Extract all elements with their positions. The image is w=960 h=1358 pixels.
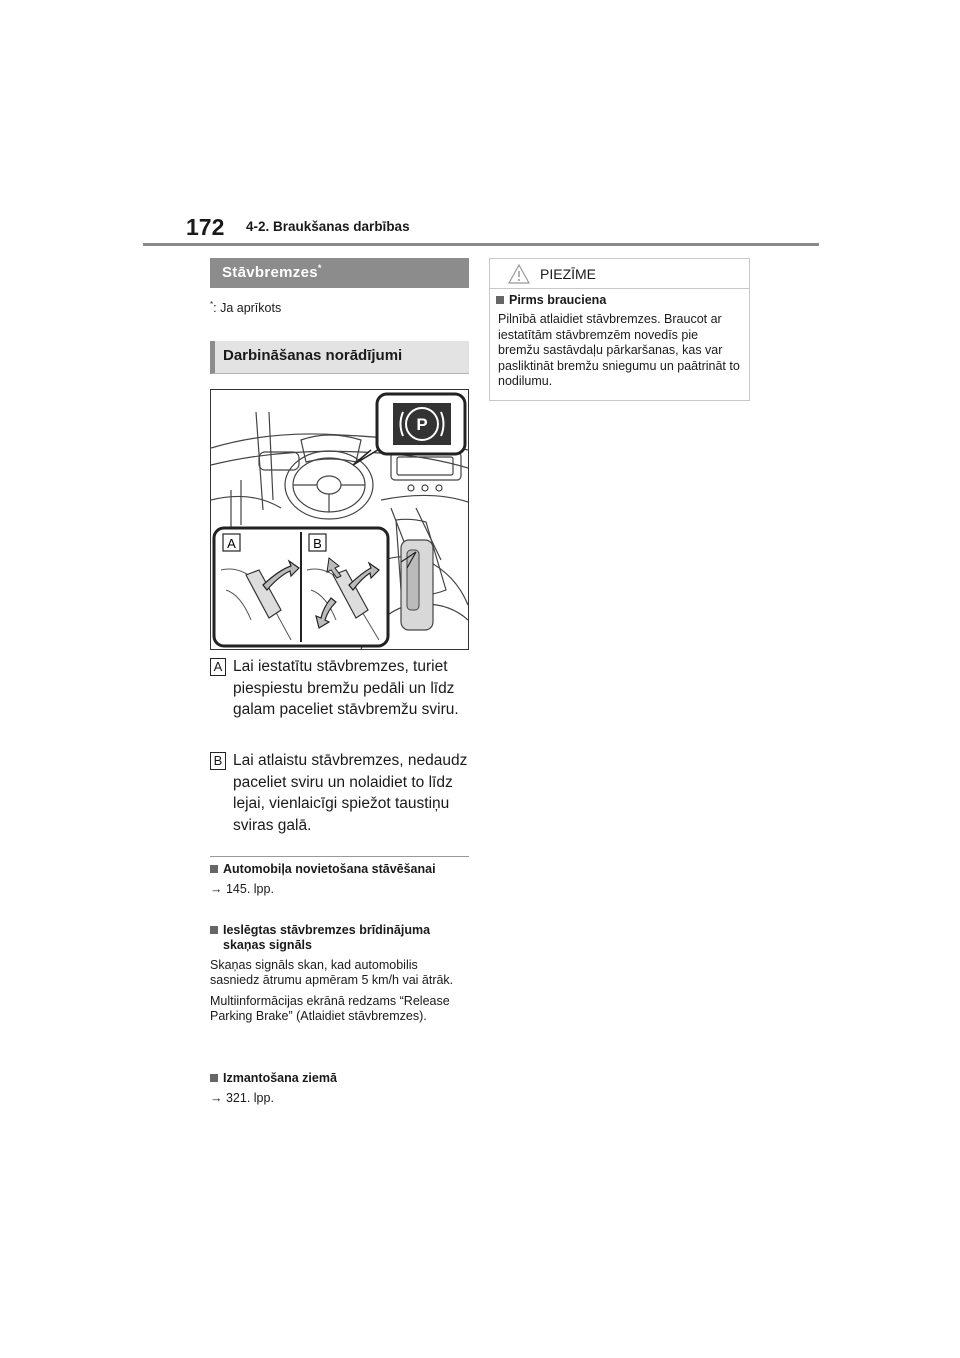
- section-marker: *: [317, 263, 322, 273]
- header-rule: [143, 243, 819, 246]
- bullet-square-icon: [210, 926, 218, 934]
- notice-heading: Pirms brauciena: [509, 293, 607, 307]
- info-parking-heading: Automobiļa novietošana stāvēšanai: [223, 862, 436, 876]
- info-parking-text: → 145. lpp.: [210, 882, 274, 896]
- notice-header: [490, 259, 749, 289]
- lever-closeup: [401, 540, 433, 630]
- bullet-square-icon: [210, 865, 218, 873]
- warning-triangle-icon: [508, 264, 530, 284]
- panel-label-a: A: [227, 536, 236, 551]
- footnote-text: : Ja aprīkots: [213, 301, 282, 316]
- panel-label-b: B: [313, 536, 322, 551]
- bullet-square-icon: [210, 1074, 218, 1082]
- page-number: 172: [186, 214, 225, 240]
- info-winter: [210, 1071, 470, 1106]
- footnote-marker: *: [210, 300, 214, 309]
- step-b-text: Lai atlaistu stāvbremzes, nedaudz paceliet sviru un nolaidiet to līdz lejai, vienlaicīgi spiežot taustiņu sviras galā.: [233, 752, 468, 834]
- subsection-title: Darbināšanas norādījumi: [210, 341, 469, 374]
- info-buzzer-text-1: Skaņas signāls skan, kad automobilis sasniedz ātrumu apmēram 5 km/h vai ātrāk.: [210, 958, 454, 987]
- step-b: [210, 750, 470, 836]
- step-b-letter: B: [210, 752, 226, 770]
- parking-brake-illustration: [210, 389, 469, 650]
- step-a-letter: A: [210, 658, 226, 676]
- section-title: Stāvbremzes: [222, 264, 318, 281]
- switch-callout: [377, 394, 465, 454]
- notice-text: Pilnībā atlaidiet stāvbremzes. Braucot ar iestatītām stāvbremzēm novedīs pie bremžu sastāvdaļu pārkaršanas, kas var pasliktināt bremžu sniegumu un paātrināt to nodilumu.: [498, 312, 740, 388]
- info-parking: [210, 862, 470, 897]
- bullet-square-icon: [496, 296, 504, 304]
- info-buzzer-text-2: Multiinformācijas ekrānā redzams “Release Parking Brake” (Atlaidiet stāvbremzes).: [210, 994, 450, 1023]
- parking-brake-drawing: [211, 390, 468, 649]
- info-buzzer-heading: Ieslēgtas stāvbremzes brīdinājuma skaņas signāls: [223, 923, 431, 952]
- switch-symbol: P: [416, 415, 428, 434]
- step-a-text: Lai iestatītu stāvbremzes, turiet piespiestu bremžu pedāli un līdz galam paceliet stāvbremžu sviru.: [233, 658, 459, 718]
- chapter-title: 4-2. Braukšanas darbības: [246, 219, 410, 234]
- info-winter-heading: Izmantošana ziemā: [223, 1071, 337, 1085]
- footnote: [210, 300, 281, 315]
- section-divider: [210, 856, 469, 857]
- notice-label: PIEZĪME: [540, 265, 597, 282]
- info-winter-text: → 321. lpp.: [210, 1091, 274, 1105]
- info-warning-buzzer: [210, 923, 470, 1024]
- section-title-bar: [210, 258, 469, 288]
- operation-panel: [214, 528, 388, 646]
- step-a: [210, 656, 470, 721]
- notice-box: [489, 258, 750, 401]
